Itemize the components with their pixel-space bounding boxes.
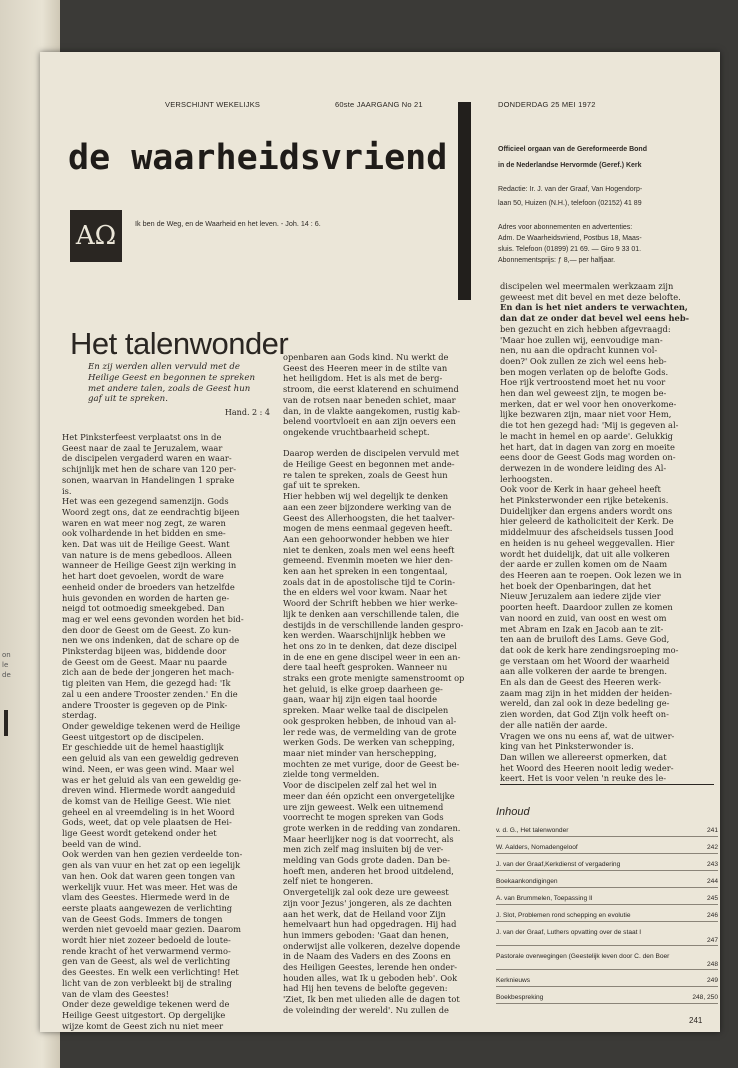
- contents-divider: [496, 986, 718, 987]
- article-line: rende kracht of het verwarmend vermo-: [62, 945, 231, 956]
- article-line: aan alle volkeren der aarde te brengen.: [500, 666, 667, 677]
- article-line: andere Trooster is gegeven op de Pink-: [62, 699, 228, 710]
- official-line: in de Nederlandse Hervormde (Geref.) Kerk: [498, 162, 642, 169]
- article-line: het Pinksterwonder een rijke betekenis.: [500, 495, 669, 506]
- contents-item-title: Kerknieuws: [496, 977, 531, 984]
- article-line: des Heeren aan te roepen. Ook lezen we in: [500, 569, 682, 580]
- contents-divider: [496, 904, 718, 905]
- article-line: wereld, dan zal ook in deze bedeling ge-: [500, 698, 670, 709]
- lead-line: met andere talen, zoals de Geest hun: [88, 383, 251, 394]
- edge-text: on: [2, 651, 11, 659]
- article-line: Aan een gehoorwonder hebben we hier: [283, 533, 449, 544]
- article-line: licht van de zon verbleekt bij de straling: [62, 977, 232, 988]
- article-line: zielde tong vermelden.: [283, 769, 380, 780]
- article-line: eerste plaats aangewezen de verlichting: [62, 902, 233, 913]
- article-line: ler rede was, de vermelding van de grote: [283, 726, 457, 737]
- article-line: dat ook de kerk hare zendingsroeping mo-: [500, 644, 679, 655]
- article-line: zijn voor Jezus' jongeren, als ze dachten: [283, 897, 452, 908]
- article-line: het geluid, is elke groep daarheen ge-: [283, 683, 443, 694]
- article-line: ook gesproken hebben, de inhoud van al-: [283, 715, 457, 726]
- article-line: sonen, waarvan in Handelingen 1 sprake: [62, 474, 235, 485]
- article-line: met Abram en Izak en Jacob aan te zit-: [500, 623, 664, 634]
- address-line: sluis. Telefoon (01899) 21 69. — Giro 9 33 01.: [498, 246, 642, 253]
- article-line: nen, nu aan die opdracht kunnen vol-: [500, 345, 658, 356]
- article-line: het hart, dat in dagen van zorg en moeite: [500, 441, 675, 452]
- article-line: Heilige Geest uitgestort. Op dergelijke: [62, 1009, 226, 1020]
- article-line: het Woord des Heeren nooit ledig weder-: [500, 762, 674, 773]
- article-line: Hier hebben wij wel degelijk te denken: [283, 491, 449, 502]
- newspaper-title: de waarheidsvriend: [68, 138, 448, 178]
- article-line: zoals dat in de apostolische tijd te Corin-: [283, 576, 456, 587]
- article-line: onderwijst alle volkeren, dezelve dopende: [283, 940, 461, 951]
- article-line: Het was een gezegend samenzijn. Gods: [62, 496, 229, 507]
- article-line: mag er wel eens gevonden worden het bid-: [62, 613, 244, 624]
- article-line: derwezen in de wondere leiding des Al-: [500, 462, 667, 473]
- article-line: des Heiligen Geestes, lerende hen onder-: [283, 962, 458, 973]
- edge-text: de: [2, 671, 11, 679]
- masthead-divider: [458, 102, 471, 300]
- article-line: een geluid als van een geweldig gedreven: [62, 753, 239, 764]
- article-line: het hart doet gevoelen, wordt de ware: [62, 571, 224, 582]
- article-line: lige Geest wordt getekend onder het: [62, 828, 217, 839]
- article-line: van nature is de mens gebedloos. Alleen: [62, 549, 232, 560]
- contents-item-page: 247: [706, 937, 718, 944]
- article-column-3: [500, 281, 714, 785]
- bible-reference: Hand. 2 : 4: [224, 408, 270, 417]
- contents-item-title: v. d. G., Het talenwonder: [496, 827, 569, 834]
- article-line: Gods, weet, dat op vele plaatsen de Hei-: [62, 817, 232, 828]
- article-line: werkelijk vuur. Het was meer. Het was de: [62, 881, 238, 892]
- contents-item-page: 242: [706, 844, 718, 851]
- article-line: gen van de Geest, als wel de verlichting: [62, 956, 231, 967]
- article-line: de voleinding der wereld'. Nu zullen de: [283, 1004, 449, 1015]
- article-line: zien worden, dat God Zijn volk heeft on-: [500, 709, 669, 720]
- article-line: spreken. Maar welke taal de discipelen: [283, 705, 449, 716]
- contents-item-page: 243: [706, 861, 718, 868]
- lead-line: gaf uit te spreken.: [88, 394, 168, 405]
- article-line: Onder geweldige tekenen werd de Heilige: [62, 720, 241, 731]
- article-line: was er het geluid als van een geweldig ge-: [62, 774, 242, 785]
- article-line: werden niet gevoeld maar gezien. Daarom: [62, 924, 241, 935]
- article-line: Geest des Allerhoogsten, die het taalver-: [283, 512, 455, 523]
- article-line: Duidelijker dan ergens anders wordt ons: [500, 505, 673, 516]
- article-line: 'Ziet, Ik ben met ulieden alle de dagen tot: [283, 994, 460, 1005]
- logo-text: AΩ: [75, 221, 117, 251]
- contents-divider: [496, 853, 718, 854]
- article-line: lijke bezwaren zijn, maar niet voor Hem,: [500, 409, 672, 420]
- lead-quote: [88, 362, 270, 405]
- article-line: Er geschiedde uit de hemel haastiglijk: [62, 742, 224, 753]
- article-line: middelmuur des afscheidsels tussen Jood: [500, 527, 674, 538]
- article-line: ken aan het spreken in een tongentaal,: [283, 566, 448, 577]
- contents-item-title: W. Aalders, Nomadengeloof: [496, 844, 578, 851]
- article-line: Daarop werden de discipelen vervuld met: [283, 448, 460, 459]
- article-line: wind. Neen, er was geen wind. Maar wel: [62, 763, 235, 774]
- article-line: grote werken in de redding van zondaren.: [283, 822, 461, 833]
- article-line: Geest des Heeren meer in de stilte van: [283, 362, 448, 373]
- article-line: in de Naam des Vaders en des Zoons en: [283, 951, 451, 962]
- article-line: Onvergetelijk zal ook deze ure geweest: [283, 887, 449, 898]
- article-line: Hoe rijk vertroostend moet het nu voor: [500, 377, 666, 388]
- article-line: hier geleerd de katholiciteit der Kerk. De: [500, 516, 674, 527]
- contents-title: Inhoud: [496, 806, 530, 818]
- article-line: wordt het duidelijk, dat uit alle volkeren: [500, 548, 670, 559]
- article-line: die tot hen gezegd had: 'Mij is gegeven al-: [500, 420, 679, 431]
- article-line: werken Gods. De werken van schepping,: [283, 737, 455, 748]
- article-line: wordt hier niet zozeer bedoeld de loute-: [62, 935, 231, 946]
- alpha-omega-logo: [70, 210, 122, 262]
- article-line: is.: [62, 485, 72, 496]
- article-line: hoeft men, anderen het brood uitdelend,: [283, 865, 454, 876]
- editorial-line: laan 50, Huizen (N.H.), telefoon (02152) 41 89: [498, 200, 642, 207]
- article-line: de komst van de Heilige Geest. Wie niet: [62, 795, 231, 806]
- article-line: re talen te spreken, zoals de Geest hun: [283, 469, 448, 480]
- article-line: Maar heerlijker nog is dat voorrecht, als: [283, 833, 454, 844]
- motto: Ik ben de Weg, en de Waarheid en het leven. - Joh. 14 : 6.: [135, 219, 321, 228]
- article-line: eenheid onder de broeders van hetzelfde: [62, 581, 235, 592]
- article-line: hemelvaart hun had opgedragen. Hij had: [283, 919, 457, 930]
- article-line: gemeend. Evenmin moeten we hier den-: [283, 555, 453, 566]
- article-line: der alle natiën der aarde.: [500, 719, 608, 730]
- article-line: de discipelen vergaderd waren en waar-: [62, 453, 232, 464]
- article-line: belend voortvloeit en aan zijn oevers een: [283, 416, 456, 427]
- article-line: Ook voor de Kerk in haar geheel heeft: [500, 484, 661, 495]
- article-line: men zich zelf mag insluiten bij de ver-: [283, 844, 444, 855]
- article-line: ken werden. Waarschijnlijk hebben we: [283, 630, 446, 641]
- article-line: neigd tot ootmoedig smeekgebed. Dan: [62, 603, 225, 614]
- contents-divider: [496, 945, 718, 946]
- contents-item-page: 248, 250: [692, 994, 718, 1001]
- article-line: Geest naar de zaal te Jeruzalem, waar: [62, 442, 223, 453]
- article-line: eens door de Geest Gods mag worden on-: [500, 452, 676, 463]
- article-line: aan een zeer bijzondere werking van de: [283, 501, 452, 512]
- article-line: Geest uitgestort op de discipelen.: [62, 731, 204, 742]
- article-line: Vragen we ons nu eens af, wat de uitwer-: [500, 730, 675, 741]
- contents-divider: [496, 1003, 718, 1004]
- date-label: DONDERDAG 25 MEI 1972: [498, 100, 596, 109]
- article-line: straks een grote menigte samenstroomt op: [283, 673, 465, 684]
- article-line: hun immers geboden: 'Gaat dan henen,: [283, 929, 449, 940]
- article-line: Voor de discipelen zelf zal het wel in: [283, 780, 437, 791]
- article-line: En dan is het niet anders te verwachten,: [500, 302, 688, 313]
- contents-divider: [496, 969, 718, 970]
- contents-item-title: Boekbespreking: [496, 994, 544, 1001]
- contents-item-page: 244: [706, 878, 718, 885]
- article-line: dan dat ze onder dat bevel wel eens heb-: [500, 313, 690, 324]
- article-line: gaan, waar hij zijn eigen taal hoorde: [283, 694, 438, 705]
- article-line: Ook werden van hen gezien verdeelde ton-: [62, 849, 243, 860]
- article-line: zal u een andere Trooster zenden.' En die: [62, 688, 238, 699]
- article-line: het ons zo in te denken, dat deze discipel: [283, 640, 457, 651]
- article-line: keert. Het is voor velen 'n reuke des le-: [500, 773, 714, 785]
- contents-item-page: 241: [706, 827, 718, 834]
- address-info: [498, 222, 713, 266]
- contents-item-title: A. van Brummelen, Toepassing II: [496, 895, 593, 902]
- article-line: van hen. Ook dat waren geen tongen van: [62, 870, 236, 881]
- article-line: houden alles, wat Ik u geboden heb'. Ook: [283, 972, 458, 983]
- article-line: meer dan één opzicht een onvergetelijke: [283, 790, 455, 801]
- article-line: gaf uit te spreken.: [283, 480, 361, 491]
- article-line: Woord zegt ons, dat ze eendrachtig bijeen: [62, 506, 240, 517]
- article-line: 'Maar hoe zullen wij, eenvoudige man-: [500, 334, 663, 345]
- article-line: ongekende vruchtbaarheid schept.: [283, 426, 430, 437]
- article-line: ge verstaan om het Woord der waarheid: [500, 655, 670, 666]
- article-line: had Hij hen tevens de belofte gegeven:: [283, 983, 448, 994]
- lead-line: En zij werden allen vervuld met de: [88, 362, 241, 372]
- article-line: mochten ze met vurige, door de Geest be-: [283, 758, 460, 769]
- contents-divider: [496, 921, 718, 922]
- article-line: den door de Geest om de Geest. Zo kun-: [62, 624, 232, 635]
- article-line: schijnlijk met hen de schare van 120 per-: [62, 464, 236, 475]
- article-line: het heiligdom. Het is als met de berg-: [283, 373, 443, 384]
- contents-item-title: Pastorale overwegingen (Geestelijk leven door C. den Boer: [496, 953, 670, 960]
- contents-item-page: 246: [706, 912, 718, 919]
- article-line: geweest met dit bevel en met deze belofte.: [500, 291, 681, 302]
- weekly-label: VERSCHIJNT WEKELIJKS: [165, 100, 261, 109]
- article-line: Het Pinksterfeest verplaatst ons in de: [62, 432, 222, 442]
- article-line: van de Geest Gods. Immers de tongen: [62, 913, 223, 924]
- article-line: het boek der Openbaringen, dat het: [500, 580, 652, 591]
- article-line: waren en wat meer nog zegt, ze waren: [62, 517, 226, 528]
- editorial-info: [498, 184, 713, 209]
- article-line: ben mogen verlaten op de belofte Gods.: [500, 366, 669, 377]
- article-column-2: [283, 352, 489, 1016]
- official-line: Officieel orgaan van de Gereformeerde Bond: [498, 146, 647, 153]
- article-line: maar niet minder van herschepping,: [283, 748, 437, 758]
- article-line: hen dan wel geweest zijn, te mogen be-: [500, 388, 667, 399]
- article-line: lijk te denken aan verschillende talen, die: [283, 608, 460, 619]
- article-line: en heiden is nu geheel weggevallen. Hier: [500, 537, 675, 548]
- article-line: wanneer de Heilige Geest zijn werking in: [62, 560, 237, 571]
- article-line: discipelen wel meermalen werkzaam zijn: [500, 281, 674, 291]
- article-line: van de vlam des Geestes!: [62, 988, 169, 999]
- article-column-1: [62, 432, 272, 1031]
- article-line: de Geest om de Geest. Maar nu paarde: [62, 656, 227, 667]
- article-line: merken, dat er wel voor hen onoverkome-: [500, 398, 677, 409]
- article-line: voorrecht te mogen spreken van Gods: [283, 812, 444, 823]
- article-line: wijze komt de Geest zich nu niet meer: [62, 1020, 224, 1031]
- article-line: stroom, die eerst klaterend en schuimend: [283, 384, 459, 395]
- article-line: gen als van vuur en het zat op een iegelijk: [62, 860, 241, 871]
- contents-item-page: 249: [706, 977, 718, 984]
- official-organ: [498, 144, 713, 171]
- contents-item-page: 248: [706, 961, 718, 968]
- article-line: Pinksterdag bijeen was, biddende door: [62, 646, 227, 657]
- edge-text: le: [2, 661, 9, 669]
- article-line: geheel en al vreemdeling is in het Woord: [62, 806, 235, 817]
- article-line: mogen de mens eenmaal gegeven heeft.: [283, 523, 453, 534]
- article-line: ben gezucht en zich hebben afgevraagd:: [500, 323, 671, 334]
- page-number: 241: [689, 1016, 703, 1025]
- contents-list: [496, 827, 718, 1007]
- article-line: ook volhardende in het bidden en sme-: [62, 528, 226, 539]
- article-line: zich aan de bede der jongeren het mach-: [62, 667, 235, 678]
- newspaper-page: [40, 52, 720, 1032]
- article-line: van de rotsen naar beneden schiet, maar: [283, 394, 456, 405]
- article-line: lerhoogsten.: [500, 473, 553, 484]
- article-line: zelf niet te hongeren.: [283, 876, 374, 887]
- lead-line: Heilige Geest en begonnen te spreken: [88, 372, 256, 383]
- contents-item-title: J. van der Graaf, Luthers opvatting over de staat I: [496, 929, 642, 936]
- contents-item-title: J. van der Graaf,Kerkdienst of vergadering: [496, 861, 621, 868]
- article-line: tig pleiten van Hem, die gezegd had: 'Ik: [62, 678, 231, 689]
- volume-label: 60ste JAARGANG No 21: [335, 100, 423, 109]
- article-line: poorten heeft. Daardoor zullen ze komen: [500, 602, 673, 613]
- article-line: vlam des Geestes. Hiermede werd in de: [62, 892, 230, 903]
- article-line: van noord en zuid, van oost en west om: [500, 612, 667, 623]
- article-line: melding van Gods grote daden. Dan be-: [283, 855, 450, 866]
- address-line: Abonnementsprijs: ƒ 8,— per halfjaar.: [498, 257, 616, 264]
- contents-item-page: 245: [706, 895, 718, 902]
- article-line: Nieuw Jeruzalem aan iedere zijde vier: [500, 591, 661, 602]
- adjacent-page-text: [2, 650, 22, 680]
- article-line: ken. Dat was uit de Heilige Geest. Want: [62, 539, 230, 550]
- article-line: zaam mag zijn in het midden der heiden-: [500, 687, 673, 698]
- article-line: des Geestes. En welk een verlichting! Het: [62, 967, 239, 978]
- article-headline: Het talenwonder: [70, 326, 289, 361]
- article-line: the en elders wel voor kwam. Naar het: [283, 587, 447, 598]
- contents-divider: [496, 887, 718, 888]
- article-line: ten aan de bruiloft des Lams. Geve God,: [500, 634, 670, 645]
- article-line: ure zijn geweest. Welk een uitnemend: [283, 801, 444, 812]
- article-line: doen?' Ook zullen ze zich wel eens heb-: [500, 355, 667, 366]
- contents-divider: [496, 870, 718, 871]
- article-line: dere taal heeft gesproken. Wanneer nu: [283, 662, 448, 673]
- article-line: le macht in hemel en op aarde'. Gelukkig: [500, 430, 673, 441]
- adjacent-page-mark: [4, 710, 8, 736]
- editorial-line: Redactie: Ir. J. van der Graaf, Van Hogendorp-: [498, 186, 643, 193]
- article-line: destijds in de verschillende landen gespro-: [283, 619, 464, 630]
- article-line: Dan willen we allereerst opmerken, dat: [500, 751, 667, 762]
- article-line: dan, in de vlakte aangekomen, rustig kab-: [283, 405, 461, 416]
- article-line: aan het werk, dat de Heiland voor Zijn: [283, 908, 446, 919]
- address-line: Adres voor abonnementen en advertenties:: [498, 224, 633, 231]
- article-line: der aarde er zullen komen om de Naam: [500, 559, 668, 570]
- article-line: de Heilige Geest en begonnen met ande-: [283, 459, 455, 470]
- article-line: En als dan de Geest des Heeren werk-: [500, 677, 661, 688]
- article-line: Onder deze geweldige tekenen werd de: [62, 999, 230, 1010]
- article-line: beeld van de wind.: [62, 838, 142, 849]
- article-line: in de ene en gene discipel weer in een an-: [283, 651, 461, 662]
- article-line: openbaren aan Gods kind. Nu werkt de: [283, 352, 449, 362]
- article-line: king van het Pinksterwonder is.: [500, 741, 634, 752]
- article-line: Woord der Schrift hebben we hier werke-: [283, 598, 458, 609]
- address-line: Adm. De Waarheidsvriend, Postbus 18, Maas-: [498, 235, 642, 242]
- article-line: nen we ons indenken, dat de schare op de: [62, 635, 240, 646]
- contents-item-title: J. Slot, Problemen rond schepping en evolutie: [496, 912, 631, 919]
- contents-divider: [496, 836, 718, 837]
- article-line: sterdag.: [62, 710, 97, 721]
- contents-item-title: Boekaankondigingen: [496, 878, 558, 885]
- article-line: niet te denken, zoals men wel eens heeft: [283, 544, 455, 555]
- article-line: dreven wind. Hiermede wordt aangeduid: [62, 785, 236, 796]
- article-line: [283, 438, 489, 449]
- article-line: huis gevonden en worden de harten ge-: [62, 592, 230, 603]
